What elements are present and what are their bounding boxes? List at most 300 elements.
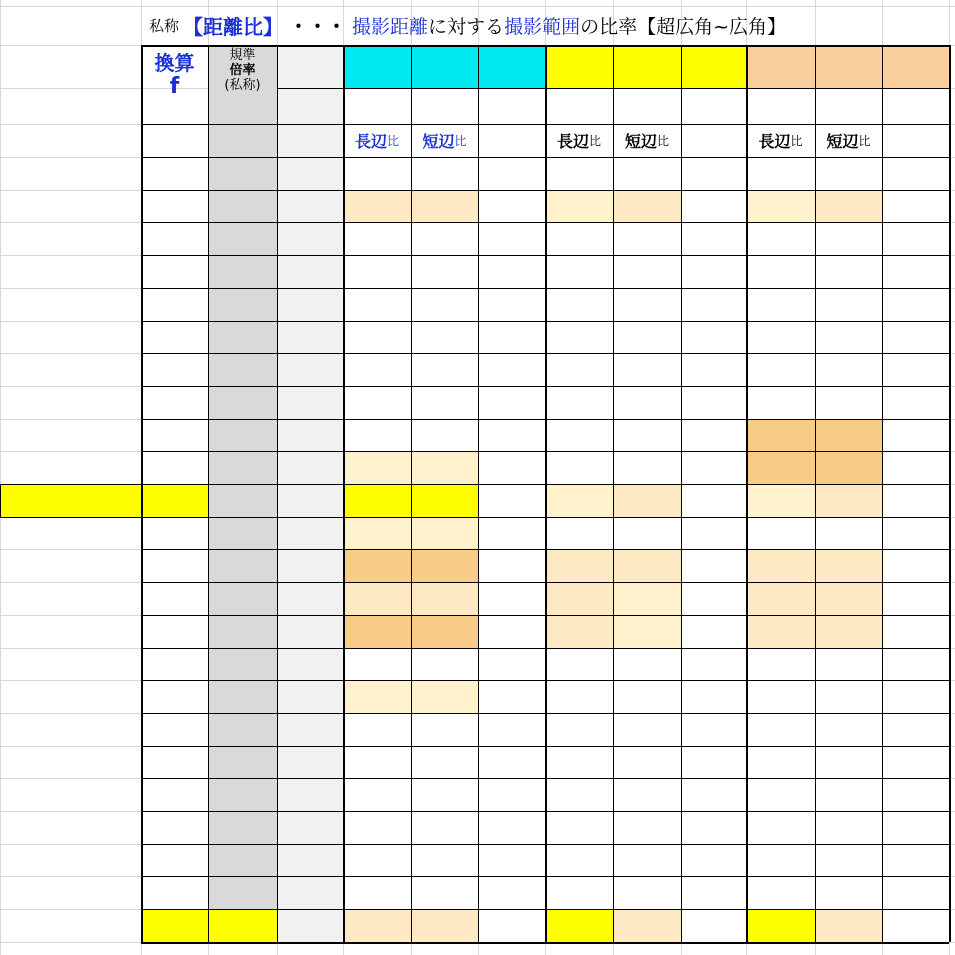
- row-focal-length-6[interactable]: [141, 353, 208, 386]
- row-1-g0-area[interactable]: [478, 190, 545, 222]
- row-17-g2-area[interactable]: [882, 713, 949, 746]
- row-10-g2-short[interactable]: [815, 484, 882, 517]
- row-7-g0-short[interactable]: [411, 386, 478, 419]
- row-diag-1[interactable]: [277, 190, 343, 222]
- row-0-g0-short[interactable]: [411, 157, 478, 190]
- row-16-g0-long[interactable]: [343, 680, 411, 713]
- row-focal-length-20[interactable]: [141, 811, 208, 844]
- row-0-g0-area[interactable]: [478, 157, 545, 190]
- row-mag-3[interactable]: [208, 255, 277, 288]
- row-diag-16[interactable]: [277, 680, 343, 713]
- row-14-g2-area[interactable]: [882, 615, 949, 648]
- header-long-dim-2[interactable]: [746, 88, 815, 124]
- row-22-g2-short[interactable]: [815, 876, 882, 909]
- row-18-g2-short[interactable]: [815, 746, 882, 778]
- row-13-g0-short[interactable]: [411, 582, 478, 615]
- row-mag-15[interactable]: [208, 648, 277, 680]
- row-23-g1-area[interactable]: [681, 909, 746, 942]
- row-label-4[interactable]: [0, 288, 141, 321]
- row-focal-length-3[interactable]: [141, 255, 208, 288]
- row-7-g1-long[interactable]: [545, 386, 613, 419]
- row-focal-length-7[interactable]: [141, 386, 208, 419]
- row-diag-3[interactable]: [277, 255, 343, 288]
- row-8-g1-long[interactable]: [545, 419, 613, 451]
- row-0-g2-area[interactable]: [882, 157, 949, 190]
- row-focal-length-5[interactable]: [141, 321, 208, 353]
- row-9-g0-area[interactable]: [478, 451, 545, 484]
- row-mag-16[interactable]: [208, 680, 277, 713]
- row-15-g2-area[interactable]: [882, 648, 949, 680]
- header-short-dim-1[interactable]: [613, 88, 681, 124]
- row-20-g1-area[interactable]: [681, 811, 746, 844]
- header-long-dim-0[interactable]: [343, 88, 411, 124]
- row-8-g0-area[interactable]: [478, 419, 545, 451]
- row-12-g2-long[interactable]: [746, 549, 815, 582]
- row-12-g1-short[interactable]: [613, 549, 681, 582]
- row-mag-17[interactable]: [208, 713, 277, 746]
- row-9-g1-area[interactable]: [681, 451, 746, 484]
- row-6-g2-area[interactable]: [882, 353, 949, 386]
- row-diag-7[interactable]: [277, 386, 343, 419]
- row-diag-9[interactable]: [277, 451, 343, 484]
- header-area-value-2[interactable]: [882, 88, 949, 124]
- row-13-g1-long[interactable]: [545, 582, 613, 615]
- row-7-g2-long[interactable]: [746, 386, 815, 419]
- row-5-g1-short[interactable]: [613, 321, 681, 353]
- row-6-g1-long[interactable]: [545, 353, 613, 386]
- row-12-g1-area[interactable]: [681, 549, 746, 582]
- row-1-g1-area[interactable]: [681, 190, 746, 222]
- header-ratio-1[interactable]: [545, 45, 746, 88]
- row-2-g1-short[interactable]: [613, 222, 681, 255]
- row-15-g1-long[interactable]: [545, 648, 613, 680]
- row-11-g2-short[interactable]: [815, 517, 882, 549]
- row-9-g2-short[interactable]: [815, 451, 882, 484]
- row-diag-11[interactable]: [277, 517, 343, 549]
- row-2-g0-short[interactable]: [411, 222, 478, 255]
- header-diagonal[interactable]: [277, 124, 343, 157]
- row-22-g2-long[interactable]: [746, 876, 815, 909]
- header-conv-f[interactable]: [141, 45, 208, 124]
- row-4-g2-short[interactable]: [815, 288, 882, 321]
- row-diag-21[interactable]: [277, 844, 343, 876]
- row-8-g1-short[interactable]: [613, 419, 681, 451]
- row-14-g1-long[interactable]: [545, 615, 613, 648]
- row-1-g1-long[interactable]: [545, 190, 613, 222]
- header-common[interactable]: [277, 45, 343, 88]
- header-short-dim-0[interactable]: [411, 88, 478, 124]
- header-std-mag[interactable]: [208, 45, 277, 124]
- row-11-g0-short[interactable]: [411, 517, 478, 549]
- row-6-g2-long[interactable]: [746, 353, 815, 386]
- row-4-g0-long[interactable]: [343, 288, 411, 321]
- row-2-g1-area[interactable]: [681, 222, 746, 255]
- row-focal-length-19[interactable]: [141, 778, 208, 811]
- row-diag-20[interactable]: [277, 811, 343, 844]
- row-diag-13[interactable]: [277, 582, 343, 615]
- row-7-g2-area[interactable]: [882, 386, 949, 419]
- row-10-g0-short[interactable]: [411, 484, 478, 517]
- row-10-g0-long[interactable]: [343, 484, 411, 517]
- row-5-g2-short[interactable]: [815, 321, 882, 353]
- row-18-g0-area[interactable]: [478, 746, 545, 778]
- row-15-g0-short[interactable]: [411, 648, 478, 680]
- row-focal-length-21[interactable]: [141, 844, 208, 876]
- row-mag-9[interactable]: [208, 451, 277, 484]
- row-label-21[interactable]: [0, 844, 141, 876]
- row-10-g1-long[interactable]: [545, 484, 613, 517]
- row-16-g1-long[interactable]: [545, 680, 613, 713]
- row-19-g2-short[interactable]: [815, 778, 882, 811]
- row-18-g0-long[interactable]: [343, 746, 411, 778]
- row-8-g2-area[interactable]: [882, 419, 949, 451]
- row-13-g2-area[interactable]: [882, 582, 949, 615]
- row-3-g2-short[interactable]: [815, 255, 882, 288]
- row-13-g1-short[interactable]: [613, 582, 681, 615]
- row-21-g1-long[interactable]: [545, 844, 613, 876]
- header-ratio-2[interactable]: [746, 45, 949, 88]
- row-5-g0-area[interactable]: [478, 321, 545, 353]
- row-20-g2-short[interactable]: [815, 811, 882, 844]
- row-mag-12[interactable]: [208, 549, 277, 582]
- row-20-g2-long[interactable]: [746, 811, 815, 844]
- row-15-g1-area[interactable]: [681, 648, 746, 680]
- row-21-g0-area[interactable]: [478, 844, 545, 876]
- row-focal-length-17[interactable]: [141, 713, 208, 746]
- row-17-g0-area[interactable]: [478, 713, 545, 746]
- row-21-g0-long[interactable]: [343, 844, 411, 876]
- row-20-g0-long[interactable]: [343, 811, 411, 844]
- row-3-g1-short[interactable]: [613, 255, 681, 288]
- row-mag-2[interactable]: [208, 222, 277, 255]
- row-diag-6[interactable]: [277, 353, 343, 386]
- header-long-ratio-2[interactable]: [746, 124, 815, 157]
- row-diag-15[interactable]: [277, 648, 343, 680]
- row-11-g2-long[interactable]: [746, 517, 815, 549]
- header-long-ratio-1[interactable]: [545, 124, 613, 157]
- row-focal-length-14[interactable]: [141, 615, 208, 648]
- row-label-14[interactable]: [0, 615, 141, 648]
- row-9-g1-short[interactable]: [613, 451, 681, 484]
- header-area-ratio-0[interactable]: [478, 124, 545, 157]
- row-10-g2-long[interactable]: [746, 484, 815, 517]
- row-diag-12[interactable]: [277, 549, 343, 582]
- row-6-g1-area[interactable]: [681, 353, 746, 386]
- row-23-g2-area[interactable]: [882, 909, 949, 942]
- row-mag-11[interactable]: [208, 517, 277, 549]
- row-9-g2-long[interactable]: [746, 451, 815, 484]
- row-1-g1-short[interactable]: [613, 190, 681, 222]
- row-2-g2-long[interactable]: [746, 222, 815, 255]
- header-mm[interactable]: [141, 124, 208, 157]
- row-mag-6[interactable]: [208, 353, 277, 386]
- row-22-g1-area[interactable]: [681, 876, 746, 909]
- row-diag-2[interactable]: [277, 222, 343, 255]
- row-3-g1-area[interactable]: [681, 255, 746, 288]
- row-17-g1-long[interactable]: [545, 713, 613, 746]
- row-19-g0-long[interactable]: [343, 778, 411, 811]
- row-focal-length-11[interactable]: [141, 517, 208, 549]
- row-label-23[interactable]: [0, 909, 141, 942]
- row-diag-17[interactable]: [277, 713, 343, 746]
- header-short-ratio-0[interactable]: [411, 124, 478, 157]
- row-5-g2-area[interactable]: [882, 321, 949, 353]
- row-18-g0-short[interactable]: [411, 746, 478, 778]
- row-10-g0-area[interactable]: [478, 484, 545, 517]
- row-3-g2-long[interactable]: [746, 255, 815, 288]
- row-23-g0-area[interactable]: [478, 909, 545, 942]
- row-15-g2-short[interactable]: [815, 648, 882, 680]
- row-17-g1-area[interactable]: [681, 713, 746, 746]
- row-label-11[interactable]: [0, 517, 141, 549]
- row-23-g0-short[interactable]: [411, 909, 478, 942]
- row-diag-4[interactable]: [277, 288, 343, 321]
- row-16-g2-long[interactable]: [746, 680, 815, 713]
- row-4-g0-short[interactable]: [411, 288, 478, 321]
- row-2-g0-area[interactable]: [478, 222, 545, 255]
- row-6-g0-area[interactable]: [478, 353, 545, 386]
- row-12-g0-long[interactable]: [343, 549, 411, 582]
- row-11-g1-area[interactable]: [681, 517, 746, 549]
- row-9-g2-area[interactable]: [882, 451, 949, 484]
- row-focal-length-1[interactable]: [141, 190, 208, 222]
- row-15-g0-long[interactable]: [343, 648, 411, 680]
- row-16-g1-short[interactable]: [613, 680, 681, 713]
- row-4-g1-long[interactable]: [545, 288, 613, 321]
- row-22-g0-long[interactable]: [343, 876, 411, 909]
- row-16-g2-area[interactable]: [882, 680, 949, 713]
- row-1-g0-long[interactable]: [343, 190, 411, 222]
- row-12-g2-area[interactable]: [882, 549, 949, 582]
- row-20-g0-short[interactable]: [411, 811, 478, 844]
- row-label-0[interactable]: [0, 157, 141, 190]
- row-label-7[interactable]: [0, 386, 141, 419]
- row-2-g2-area[interactable]: [882, 222, 949, 255]
- row-diag-23[interactable]: [277, 909, 343, 942]
- row-focal-length-18[interactable]: [141, 746, 208, 778]
- row-22-g2-area[interactable]: [882, 876, 949, 909]
- sheet-title[interactable]: [141, 6, 949, 45]
- row-17-g2-long[interactable]: [746, 713, 815, 746]
- row-18-g1-area[interactable]: [681, 746, 746, 778]
- row-1-g2-long[interactable]: [746, 190, 815, 222]
- row-diag-5[interactable]: [277, 321, 343, 353]
- row-21-g2-long[interactable]: [746, 844, 815, 876]
- row-0-g2-long[interactable]: [746, 157, 815, 190]
- row-14-g1-short[interactable]: [613, 615, 681, 648]
- row-label-20[interactable]: [0, 811, 141, 844]
- row-6-g2-short[interactable]: [815, 353, 882, 386]
- row-focal-length-8[interactable]: [141, 419, 208, 451]
- header-area-value-1[interactable]: [681, 88, 746, 124]
- row-13-g2-short[interactable]: [815, 582, 882, 615]
- row-23-g2-long[interactable]: [746, 909, 815, 942]
- row-21-g0-short[interactable]: [411, 844, 478, 876]
- row-10-g1-area[interactable]: [681, 484, 746, 517]
- row-3-g2-area[interactable]: [882, 255, 949, 288]
- row-4-g1-short[interactable]: [613, 288, 681, 321]
- header-long-dim-1[interactable]: [545, 88, 613, 124]
- row-mag-8[interactable]: [208, 419, 277, 451]
- header-short-ratio-1[interactable]: [613, 124, 681, 157]
- row-23-g1-long[interactable]: [545, 909, 613, 942]
- row-16-g0-area[interactable]: [478, 680, 545, 713]
- row-mag-20[interactable]: [208, 811, 277, 844]
- row-label-9[interactable]: [0, 451, 141, 484]
- row-14-g1-area[interactable]: [681, 615, 746, 648]
- row-label-22[interactable]: [0, 876, 141, 909]
- header-short-ratio-2[interactable]: [815, 124, 882, 157]
- row-13-g0-area[interactable]: [478, 582, 545, 615]
- row-diag-0[interactable]: [277, 157, 343, 190]
- row-19-g1-area[interactable]: [681, 778, 746, 811]
- row-20-g1-short[interactable]: [613, 811, 681, 844]
- row-diag-19[interactable]: [277, 778, 343, 811]
- row-18-g1-short[interactable]: [613, 746, 681, 778]
- row-diag-10[interactable]: [277, 484, 343, 517]
- row-3-g1-long[interactable]: [545, 255, 613, 288]
- row-mag-21[interactable]: [208, 844, 277, 876]
- row-focal-length-22[interactable]: [141, 876, 208, 909]
- row-label-2[interactable]: [0, 222, 141, 255]
- row-14-g0-long[interactable]: [343, 615, 411, 648]
- row-focal-length-0[interactable]: [141, 157, 208, 190]
- row-9-g0-long[interactable]: [343, 451, 411, 484]
- row-22-g0-area[interactable]: [478, 876, 545, 909]
- row-12-g0-short[interactable]: [411, 549, 478, 582]
- row-21-g2-area[interactable]: [882, 844, 949, 876]
- row-label-16[interactable]: [0, 680, 141, 713]
- row-8-g2-short[interactable]: [815, 419, 882, 451]
- header-area-ratio-2[interactable]: [882, 124, 949, 157]
- row-22-g1-short[interactable]: [613, 876, 681, 909]
- row-19-g2-long[interactable]: [746, 778, 815, 811]
- row-0-g1-long[interactable]: [545, 157, 613, 190]
- row-19-g0-area[interactable]: [478, 778, 545, 811]
- row-mag-7[interactable]: [208, 386, 277, 419]
- row-focal-length-12[interactable]: [141, 549, 208, 582]
- row-label-8[interactable]: [0, 419, 141, 451]
- row-mag-5[interactable]: [208, 321, 277, 353]
- row-focal-length-13[interactable]: [141, 582, 208, 615]
- row-4-g1-area[interactable]: [681, 288, 746, 321]
- row-0-g1-area[interactable]: [681, 157, 746, 190]
- row-11-g2-area[interactable]: [882, 517, 949, 549]
- row-14-g0-area[interactable]: [478, 615, 545, 648]
- row-7-g1-area[interactable]: [681, 386, 746, 419]
- row-6-g1-short[interactable]: [613, 353, 681, 386]
- row-focal-length-16[interactable]: [141, 680, 208, 713]
- row-17-g0-long[interactable]: [343, 713, 411, 746]
- row-11-g1-long[interactable]: [545, 517, 613, 549]
- row-mag-0[interactable]: [208, 157, 277, 190]
- row-1-g2-area[interactable]: [882, 190, 949, 222]
- row-label-10[interactable]: [0, 484, 141, 517]
- row-7-g0-area[interactable]: [478, 386, 545, 419]
- row-0-g0-long[interactable]: [343, 157, 411, 190]
- row-12-g1-long[interactable]: [545, 549, 613, 582]
- row-label-5[interactable]: [0, 321, 141, 353]
- row-1-g0-short[interactable]: [411, 190, 478, 222]
- row-17-g0-short[interactable]: [411, 713, 478, 746]
- row-mag-1[interactable]: [208, 190, 277, 222]
- row-label-15[interactable]: [0, 648, 141, 680]
- row-3-g0-long[interactable]: [343, 255, 411, 288]
- row-8-g0-short[interactable]: [411, 419, 478, 451]
- row-mag-23[interactable]: [208, 909, 277, 942]
- row-4-g0-area[interactable]: [478, 288, 545, 321]
- row-15-g2-long[interactable]: [746, 648, 815, 680]
- row-diag-14[interactable]: [277, 615, 343, 648]
- row-diag-22[interactable]: [277, 876, 343, 909]
- row-9-g1-long[interactable]: [545, 451, 613, 484]
- row-focal-length-15[interactable]: [141, 648, 208, 680]
- header-area-value-0[interactable]: [478, 88, 545, 124]
- row-label-13[interactable]: [0, 582, 141, 615]
- header-long-ratio-0[interactable]: [343, 124, 411, 157]
- row-20-g1-long[interactable]: [545, 811, 613, 844]
- row-4-g2-area[interactable]: [882, 288, 949, 321]
- row-10-g1-short[interactable]: [613, 484, 681, 517]
- row-20-g2-area[interactable]: [882, 811, 949, 844]
- row-1-g2-short[interactable]: [815, 190, 882, 222]
- row-5-g1-long[interactable]: [545, 321, 613, 353]
- row-5-g0-short[interactable]: [411, 321, 478, 353]
- header-ratio-0[interactable]: [343, 45, 545, 88]
- row-10-g2-area[interactable]: [882, 484, 949, 517]
- row-13-g1-area[interactable]: [681, 582, 746, 615]
- header-common-value[interactable]: [277, 88, 343, 124]
- row-9-g0-short[interactable]: [411, 451, 478, 484]
- row-mag-19[interactable]: [208, 778, 277, 811]
- row-focal-length-10[interactable]: [141, 484, 208, 517]
- row-7-g2-short[interactable]: [815, 386, 882, 419]
- row-label-3[interactable]: [0, 255, 141, 288]
- row-13-g2-long[interactable]: [746, 582, 815, 615]
- row-3-g0-short[interactable]: [411, 255, 478, 288]
- row-18-g2-area[interactable]: [882, 746, 949, 778]
- row-2-g0-long[interactable]: [343, 222, 411, 255]
- row-0-g2-short[interactable]: [815, 157, 882, 190]
- row-mag-10[interactable]: [208, 484, 277, 517]
- row-label-17[interactable]: [0, 713, 141, 746]
- row-21-g1-short[interactable]: [613, 844, 681, 876]
- row-focal-length-9[interactable]: [141, 451, 208, 484]
- row-21-g2-short[interactable]: [815, 844, 882, 876]
- row-12-g0-area[interactable]: [478, 549, 545, 582]
- row-12-g2-short[interactable]: [815, 549, 882, 582]
- row-focal-length-23[interactable]: [141, 909, 208, 942]
- row-6-g0-long[interactable]: [343, 353, 411, 386]
- row-5-g1-area[interactable]: [681, 321, 746, 353]
- row-23-g0-long[interactable]: [343, 909, 411, 942]
- row-label-1[interactable]: [0, 190, 141, 222]
- row-5-g0-long[interactable]: [343, 321, 411, 353]
- row-8-g0-long[interactable]: [343, 419, 411, 451]
- row-7-g1-short[interactable]: [613, 386, 681, 419]
- row-17-g2-short[interactable]: [815, 713, 882, 746]
- row-mag-13[interactable]: [208, 582, 277, 615]
- row-11-g1-short[interactable]: [613, 517, 681, 549]
- row-label-6[interactable]: [0, 353, 141, 386]
- row-16-g2-short[interactable]: [815, 680, 882, 713]
- row-mag-22[interactable]: [208, 876, 277, 909]
- row-22-g0-short[interactable]: [411, 876, 478, 909]
- row-focal-length-4[interactable]: [141, 288, 208, 321]
- header-times[interactable]: [208, 124, 277, 157]
- header-short-dim-2[interactable]: [815, 88, 882, 124]
- row-15-g0-area[interactable]: [478, 648, 545, 680]
